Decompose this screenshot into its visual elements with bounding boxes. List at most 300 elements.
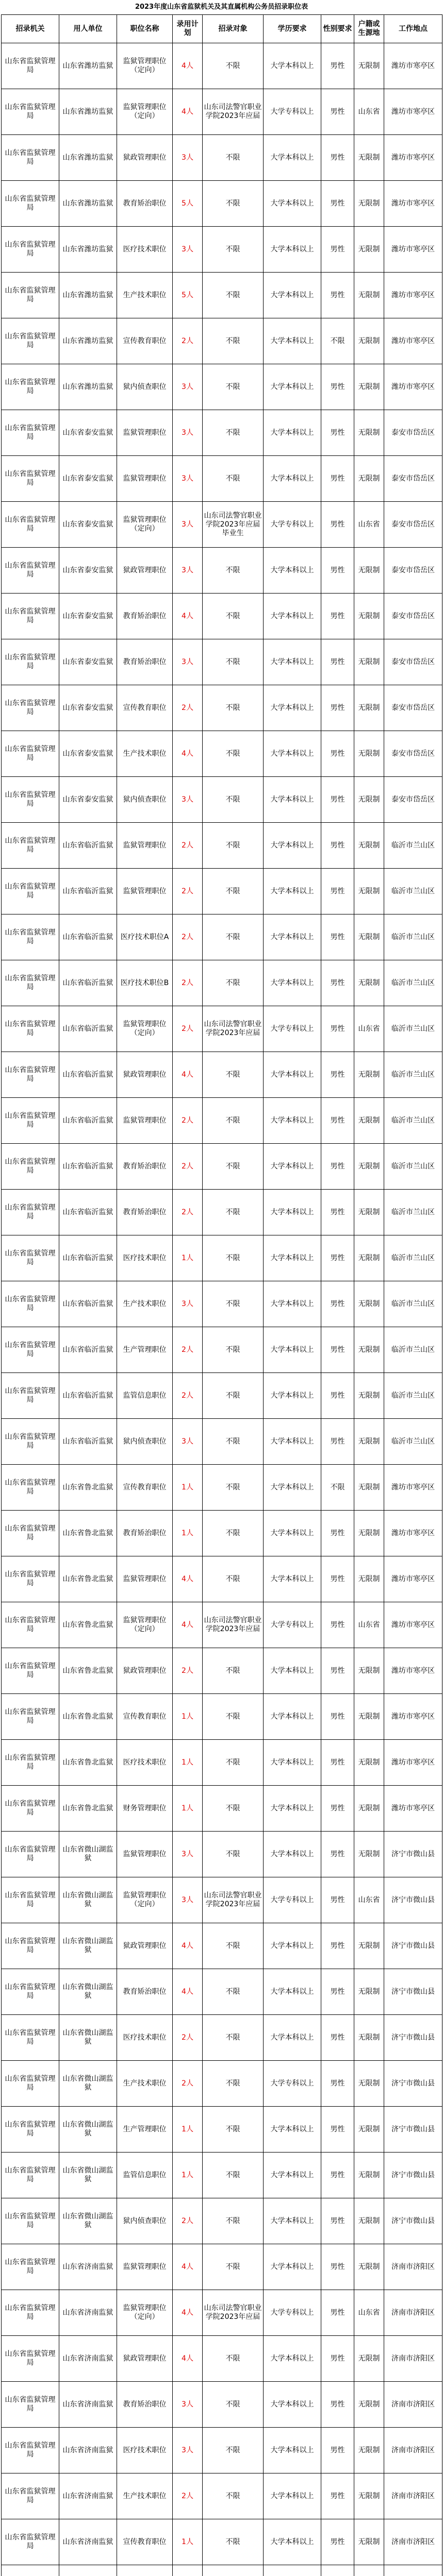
education-cell: 大学专科以上: [264, 1877, 321, 1923]
table-row: [2, 2290, 442, 2336]
table-row: [2, 135, 442, 181]
education-cell: 大学本科以上: [264, 135, 321, 181]
position-cell: 宣传教育职位: [117, 318, 173, 364]
residence-cell: 无限制: [354, 227, 384, 273]
applicants-cell: 不限: [203, 1923, 264, 1969]
position-cell: 监狱管理职位: [117, 1556, 173, 1602]
agency-cell: 山东省监狱管理局: [2, 960, 59, 1006]
table-row: [2, 1281, 442, 1327]
residence-cell: 无限制: [354, 2107, 384, 2153]
quota-cell: 2人: [173, 1144, 203, 1190]
unit-cell: 山东省济南监狱: [59, 2290, 117, 2336]
applicants-cell: 不限: [203, 2244, 264, 2290]
residence-cell: 无限制: [354, 2198, 384, 2244]
applicants-cell: 不限: [203, 1969, 264, 2015]
table-row: [2, 2428, 442, 2473]
quota-cell: 5人: [173, 273, 203, 318]
position-cell: 狱政管理职位: [117, 1923, 173, 1969]
position-cell: 教育矫治职位: [117, 639, 173, 685]
unit-cell: 山东省泰安监狱: [59, 456, 117, 502]
location-cell: 潍坊市寒亭区: [384, 273, 442, 318]
position-cell: 医疗技术职位: [117, 2428, 173, 2473]
residence-cell: 无限制: [354, 685, 384, 731]
unit-cell: 山东省泰安监狱: [59, 502, 117, 548]
location-cell: 潍坊市寒亭区: [384, 1511, 442, 1556]
unit-cell: 山东省济南监狱: [59, 2428, 117, 2473]
residence-cell: 无限制: [354, 2244, 384, 2290]
residence-cell: 无限制: [354, 1235, 384, 1281]
residence-cell: 无限制: [354, 2061, 384, 2107]
table-row: [2, 1648, 442, 1694]
applicants-cell: 不限: [203, 731, 264, 777]
agency-cell: 山东省监狱管理局: [2, 1969, 59, 2015]
position-cell: 狱内侦查职位: [117, 364, 173, 410]
unit-cell: 山东省泰安监狱: [59, 410, 117, 456]
gender-cell: 男性: [321, 1419, 354, 1465]
quota-cell: 1人: [173, 1694, 203, 1740]
residence-cell: 无限制: [354, 1419, 384, 1465]
unit-cell: 山东省鲁北监狱: [59, 1511, 117, 1556]
gender-cell: 男性: [321, 2473, 354, 2519]
applicants-cell: 不限: [203, 318, 264, 364]
residence-cell: 无限制: [354, 364, 384, 410]
unit-cell: 山东省微山湖监狱: [59, 1969, 117, 2015]
unit-cell: 山东省微山湖监狱: [59, 2198, 117, 2244]
agency-cell: 山东省监狱管理局: [2, 1602, 59, 1648]
location-cell: 潍坊市寒亭区: [384, 227, 442, 273]
location-cell: 济南市济阳区: [384, 2290, 442, 2336]
agency-cell: 山东省监狱管理局: [2, 1877, 59, 1923]
position-cell: 监狱管理职位: [117, 410, 173, 456]
location-cell: 潍坊市寒亭区: [384, 1556, 442, 1602]
gender-cell: 男性: [321, 1786, 354, 1832]
gender-cell: 男性: [321, 181, 354, 227]
position-cell: 生产管理职位: [117, 2107, 173, 2153]
quota-cell: 3人: [173, 2382, 203, 2428]
agency-cell: [2, 2565, 59, 2576]
unit-cell: 山东省微山湖监狱: [59, 1877, 117, 1923]
residence-cell: 无限制: [354, 2015, 384, 2061]
table-row: [2, 1465, 442, 1511]
table-row: [2, 2107, 442, 2153]
location-cell: 济南市济阳区: [384, 2428, 442, 2473]
applicants-cell: 山东司法警官职业学院2023年应届: [203, 89, 264, 135]
gender-cell: 男性: [321, 1877, 354, 1923]
location-cell: 临沂市兰山区: [384, 1190, 442, 1235]
unit-cell: 山东省潍坊监狱: [59, 181, 117, 227]
unit-cell: 山东省济南监狱: [59, 2473, 117, 2519]
gender-cell: 男性: [321, 502, 354, 548]
quota-cell: 4人: [173, 1556, 203, 1602]
education-cell: 大学本科以上: [264, 1373, 321, 1419]
location-cell: 泰安市岱岳区: [384, 777, 442, 823]
gender-cell: 男性: [321, 2428, 354, 2473]
education-cell: 大学本科以上: [264, 2519, 321, 2565]
unit-cell: 山东省鲁北监狱: [59, 1556, 117, 1602]
quota-cell: 2人: [173, 685, 203, 731]
gender-cell: 男性: [321, 273, 354, 318]
quota-cell: 4人: [173, 43, 203, 89]
applicants-cell: 不限: [203, 639, 264, 685]
residence-cell: 无限制: [354, 181, 384, 227]
unit-cell: 山东省鲁北监狱: [59, 1602, 117, 1648]
table-row: [2, 1098, 442, 1144]
agency-cell: 山东省监狱管理局: [2, 456, 59, 502]
residence-cell: 无限制: [354, 1465, 384, 1511]
unit-cell: 山东省济南监狱: [59, 2244, 117, 2290]
unit-cell: 山东省鲁北监狱: [59, 1786, 117, 1832]
position-cell: 医疗技术职位: [117, 227, 173, 273]
table-row: [2, 2015, 442, 2061]
education-cell: 大学本科以上: [264, 1648, 321, 1694]
quota-cell: 3人: [173, 502, 203, 548]
table-row: [2, 273, 442, 318]
position-cell: 监狱管理职位（定向）: [117, 2290, 173, 2336]
residence-cell: 无限制: [354, 1511, 384, 1556]
education-cell: 大学本科以上: [264, 1052, 321, 1098]
applicants-cell: 不限: [203, 1465, 264, 1511]
agency-cell: 山东省监狱管理局: [2, 2290, 59, 2336]
position-cell: 监狱管理职位: [117, 1832, 173, 1877]
education-cell: 大学本科以上: [264, 318, 321, 364]
education-cell: 大学本科以上: [264, 456, 321, 502]
location-cell: 潍坊市寒亭区: [384, 1465, 442, 1511]
education-cell: 大学专科以上: [264, 2290, 321, 2336]
agency-cell: 山东省监狱管理局: [2, 639, 59, 685]
residence-cell: 无限制: [354, 2428, 384, 2473]
agency-cell: 山东省监狱管理局: [2, 1832, 59, 1877]
education-cell: 大学本科以上: [264, 777, 321, 823]
location-cell: 临沂市兰山区: [384, 1281, 442, 1327]
location-cell: 泰安市岱岳区: [384, 456, 442, 502]
education-cell: 大学本科以上: [264, 1969, 321, 2015]
residence-cell: 无限制: [354, 1098, 384, 1144]
quota-cell: 3人: [173, 227, 203, 273]
education-cell: 大学本科以上: [264, 685, 321, 731]
gender-cell: 男性: [321, 1006, 354, 1052]
residence-cell: 无限制: [354, 914, 384, 960]
quota-cell: 2人: [173, 2198, 203, 2244]
unit-cell: 山东省临沂监狱: [59, 1235, 117, 1281]
location-cell: 泰安市岱岳区: [384, 731, 442, 777]
applicants-cell: 不限: [203, 1786, 264, 1832]
unit-cell: 山东省临沂监狱: [59, 1281, 117, 1327]
education-cell: 大学本科以上: [264, 2153, 321, 2198]
residence-cell: 无限制: [354, 1923, 384, 1969]
gender-cell: 男性: [321, 1511, 354, 1556]
residence-cell: 无限制: [354, 594, 384, 639]
education-cell: 大学本科以上: [264, 1511, 321, 1556]
gender-cell: 男性: [321, 823, 354, 869]
table-row: [2, 89, 442, 135]
residence-cell: 无限制: [354, 273, 384, 318]
position-cell: 监狱管理职位（定向）: [117, 1877, 173, 1923]
residence-cell: 山东省: [354, 1877, 384, 1923]
gender-cell: 男性: [321, 2153, 354, 2198]
agency-cell: 山东省监狱管理局: [2, 1786, 59, 1832]
agency-cell: 山东省监狱管理局: [2, 43, 59, 89]
quota-cell: 1人: [173, 1511, 203, 1556]
residence-cell: 无限制: [354, 960, 384, 1006]
location-cell: 泰安市岱岳区: [384, 685, 442, 731]
agency-cell: 山东省监狱管理局: [2, 1006, 59, 1052]
gender-cell: 男性: [321, 1969, 354, 2015]
unit-cell: 山东省临沂监狱: [59, 1006, 117, 1052]
residence-cell: 无限制: [354, 1740, 384, 1786]
agency-cell: 山东省监狱管理局: [2, 1190, 59, 1235]
table-row: [2, 1923, 442, 1969]
quota-cell: 4人: [173, 89, 203, 135]
location-cell: 潍坊市寒亭区: [384, 181, 442, 227]
position-cell: 教育矫治职位: [117, 1511, 173, 1556]
education-cell: 大学专科以上: [264, 89, 321, 135]
quota-cell: 2人: [173, 823, 203, 869]
residence-cell: 无限制: [354, 1969, 384, 2015]
table-row: [2, 2565, 442, 2576]
col-header-gender: 性别要求: [321, 15, 354, 43]
gender-cell: 男性: [321, 1052, 354, 1098]
applicants-cell: 不限: [203, 43, 264, 89]
position-cell: 生产技术职位: [117, 2473, 173, 2519]
quota-cell: 4人: [173, 731, 203, 777]
residence-cell: 山东省: [354, 89, 384, 135]
gender-cell: 男性: [321, 1144, 354, 1190]
applicants-cell: 不限: [203, 548, 264, 594]
quota-cell: 2人: [173, 2061, 203, 2107]
quota-cell: 3人: [173, 1419, 203, 1465]
table-row: [2, 2198, 442, 2244]
education-cell: 大学本科以上: [264, 2015, 321, 2061]
gender-cell: 男性: [321, 1327, 354, 1373]
table-row: [2, 456, 442, 502]
location-cell: 潍坊市寒亭区: [384, 1648, 442, 1694]
applicants-cell: 不限: [203, 135, 264, 181]
gender-cell: 男性: [321, 2061, 354, 2107]
residence-cell: 无限制: [354, 869, 384, 914]
applicants-cell: 不限: [203, 273, 264, 318]
quota-cell: 4人: [173, 1602, 203, 1648]
education-cell: 大学本科以上: [264, 2473, 321, 2519]
agency-cell: 山东省监狱管理局: [2, 1327, 59, 1373]
education-cell: 大学本科以上: [264, 823, 321, 869]
agency-cell: 山东省监狱管理局: [2, 869, 59, 914]
applicants-cell: 不限: [203, 1694, 264, 1740]
agency-cell: 山东省监狱管理局: [2, 1235, 59, 1281]
residence-cell: 无限制: [354, 1556, 384, 1602]
agency-cell: 山东省监狱管理局: [2, 135, 59, 181]
location-cell: 济宁市微山县: [384, 1832, 442, 1877]
residence-cell: 无限制: [354, 2153, 384, 2198]
gender-cell: 男性: [321, 1832, 354, 1877]
education-cell: 大学本科以上: [264, 2428, 321, 2473]
location-cell: 潍坊市寒亭区: [384, 1740, 442, 1786]
unit-cell: 山东省临沂监狱: [59, 823, 117, 869]
agency-cell: 山东省监狱管理局: [2, 1144, 59, 1190]
agency-cell: 山东省监狱管理局: [2, 181, 59, 227]
residence-cell: 无限制: [354, 731, 384, 777]
gender-cell: 男性: [321, 1556, 354, 1602]
applicants-cell: 不限: [203, 227, 264, 273]
table-row: [2, 548, 442, 594]
table-header-row: [2, 15, 442, 43]
agency-cell: 山东省监狱管理局: [2, 273, 59, 318]
agency-cell: 山东省监狱管理局: [2, 410, 59, 456]
residence-cell: 无限制: [354, 1373, 384, 1419]
quota-cell: 2人: [173, 1098, 203, 1144]
location-cell: 潍坊市寒亭区: [384, 364, 442, 410]
education-cell: 大学本科以上: [264, 1923, 321, 1969]
location-cell: 泰安市岱岳区: [384, 410, 442, 456]
applicants-cell: 不限: [203, 1144, 264, 1190]
quota-cell: 1人: [173, 1786, 203, 1832]
applicants-cell: 不限: [203, 823, 264, 869]
gender-cell: 男性: [321, 1740, 354, 1786]
education-cell: 大学本科以上: [264, 594, 321, 639]
education-cell: 大学本科以上: [264, 410, 321, 456]
education-cell: 大学专科以上: [264, 1006, 321, 1052]
gender-cell: 男性: [321, 2015, 354, 2061]
agency-cell: 山东省监狱管理局: [2, 2244, 59, 2290]
location-cell: 济宁市微山县: [384, 2198, 442, 2244]
agency-cell: 山东省监狱管理局: [2, 594, 59, 639]
col-header-residence: 户籍或生源地: [354, 15, 384, 43]
position-cell: 教育矫治职位: [117, 1190, 173, 1235]
gender-cell: 男性: [321, 1602, 354, 1648]
quota-cell: 5人: [173, 181, 203, 227]
applicants-cell: 不限: [203, 181, 264, 227]
education-cell: 大学本科以上: [264, 2336, 321, 2382]
gender-cell: 男性: [321, 1694, 354, 1740]
quota-cell: 3人: [173, 1877, 203, 1923]
position-cell: 教育矫治职位: [117, 2382, 173, 2428]
quota-cell: 1人: [173, 2519, 203, 2565]
position-cell: 监狱管理职位（定向）: [117, 1006, 173, 1052]
education-cell: 大学本科以上: [264, 1419, 321, 1465]
location-cell: 临沂市兰山区: [384, 823, 442, 869]
agency-cell: 山东省监狱管理局: [2, 1556, 59, 1602]
applicants-cell: 不限: [203, 1511, 264, 1556]
table-row: [2, 2382, 442, 2428]
agency-cell: 山东省监狱管理局: [2, 2473, 59, 2519]
applicants-cell: 不限: [203, 914, 264, 960]
position-cell: 教育矫治职位: [117, 1969, 173, 2015]
agency-cell: 山东省监狱管理局: [2, 364, 59, 410]
gender-cell: 男性: [321, 1373, 354, 1419]
table-row: [2, 914, 442, 960]
quota-cell: 3人: [173, 364, 203, 410]
education-cell: [264, 2565, 321, 2576]
unit-cell: 山东省临沂监狱: [59, 914, 117, 960]
quota-cell: 4人: [173, 2244, 203, 2290]
location-cell: 临沂市兰山区: [384, 1052, 442, 1098]
position-cell: 宣传教育职位: [117, 1694, 173, 1740]
applicants-cell: 不限: [203, 1556, 264, 1602]
quota-cell: 1人: [173, 1235, 203, 1281]
applicants-cell: 山东司法警官职业学院2023年应届: [203, 1602, 264, 1648]
gender-cell: 男性: [321, 869, 354, 914]
gender-cell: 男性: [321, 548, 354, 594]
position-cell: 医疗技术职位: [117, 2015, 173, 2061]
education-cell: 大学本科以上: [264, 960, 321, 1006]
location-cell: 泰安市岱岳区: [384, 548, 442, 594]
location-cell: 潍坊市寒亭区: [384, 318, 442, 364]
location-cell: 济南市济阳区: [384, 2244, 442, 2290]
unit-cell: 山东省微山湖监狱: [59, 2061, 117, 2107]
education-cell: 大学本科以上: [264, 1327, 321, 1373]
applicants-cell: 不限: [203, 1419, 264, 1465]
unit-cell: 山东省济南监狱: [59, 2382, 117, 2428]
applicants-cell: 不限: [203, 364, 264, 410]
residence-cell: 无限制: [354, 2382, 384, 2428]
agency-cell: 山东省监狱管理局: [2, 823, 59, 869]
education-cell: 大学本科以上: [264, 273, 321, 318]
unit-cell: 山东省临沂监狱: [59, 1327, 117, 1373]
applicants-cell: 不限: [203, 2473, 264, 2519]
agency-cell: 山东省监狱管理局: [2, 1923, 59, 1969]
position-cell: 财务管理职位: [117, 1786, 173, 1832]
col-header-agency: 招录机关: [2, 15, 59, 43]
education-cell: 大学本科以上: [264, 1786, 321, 1832]
quota-cell: 3人: [173, 135, 203, 181]
quota-cell: 2人: [173, 1327, 203, 1373]
quota-cell: 3人: [173, 1832, 203, 1877]
gender-cell: 不限: [321, 1465, 354, 1511]
quota-cell: 3人: [173, 410, 203, 456]
education-cell: 大学本科以上: [264, 1832, 321, 1877]
agency-cell: 山东省监狱管理局: [2, 2428, 59, 2473]
gender-cell: 男性: [321, 2382, 354, 2428]
quota-cell: 4人: [173, 1923, 203, 1969]
position-cell: 教育矫治职位: [117, 1144, 173, 1190]
position-cell: 宣传教育职位: [117, 2519, 173, 2565]
position-cell: 监狱管理职位: [117, 456, 173, 502]
unit-cell: [59, 2565, 117, 2576]
position-cell: 狱政管理职位: [117, 548, 173, 594]
residence-cell: 无限制: [354, 410, 384, 456]
col-header-education: 学历要求: [264, 15, 321, 43]
residence-cell: 无限制: [354, 777, 384, 823]
agency-cell: 山东省监狱管理局: [2, 1511, 59, 1556]
location-cell: 临沂市兰山区: [384, 1098, 442, 1144]
location-cell: 临沂市兰山区: [384, 1419, 442, 1465]
applicants-cell: 不限: [203, 2198, 264, 2244]
education-cell: 大学本科以上: [264, 1144, 321, 1190]
quota-cell: 4人: [173, 1969, 203, 2015]
quota-cell: 1人: [173, 2107, 203, 2153]
quota-cell: 2人: [173, 869, 203, 914]
unit-cell: 山东省临沂监狱: [59, 1190, 117, 1235]
agency-cell: 山东省监狱管理局: [2, 2061, 59, 2107]
gender-cell: 男性: [321, 2107, 354, 2153]
applicants-cell: 不限: [203, 2382, 264, 2428]
table-row: [2, 1419, 442, 1465]
unit-cell: 山东省潍坊监狱: [59, 43, 117, 89]
gender-cell: 男性: [321, 456, 354, 502]
gender-cell: 男性: [321, 364, 354, 410]
unit-cell: 山东省潍坊监狱: [59, 273, 117, 318]
quota-cell: 4人: [173, 594, 203, 639]
applicants-cell: 不限: [203, 869, 264, 914]
education-cell: 大学本科以上: [264, 1235, 321, 1281]
position-cell: [117, 2565, 173, 2576]
applicants-cell: 不限: [203, 2336, 264, 2382]
residence-cell: 山东省: [354, 502, 384, 548]
unit-cell: 山东省微山湖监狱: [59, 2153, 117, 2198]
unit-cell: 山东省微山湖监狱: [59, 2015, 117, 2061]
gender-cell: [321, 2565, 354, 2576]
location-cell: 济宁市微山县: [384, 1969, 442, 2015]
residence-cell: 无限制: [354, 2519, 384, 2565]
